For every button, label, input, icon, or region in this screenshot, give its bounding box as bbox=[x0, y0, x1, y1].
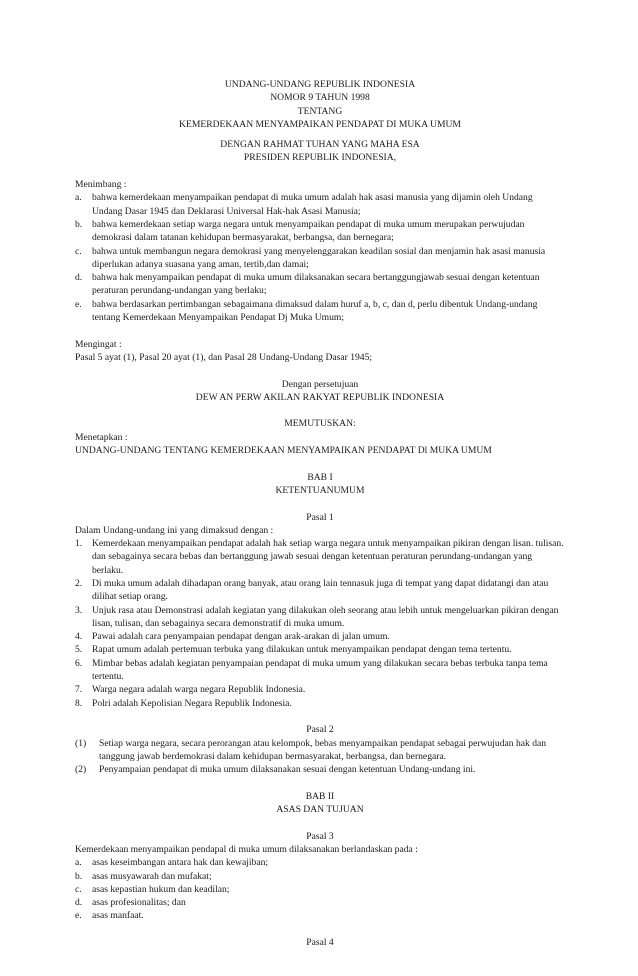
list-item-label: 2. bbox=[75, 577, 83, 589]
list-item-text: bahwa kemerdekaan menyampaikan pendapat di muka umum adalah hak asasi manusia yang dijamin oleh Undang Undang Dasar 1945 dan Deklarasi Universal Hak-hak Asasi Manusia; bbox=[92, 192, 533, 217]
list-item bbox=[75, 298, 565, 325]
invocation: DENGAN RAHMAT TUHAN YANG MAHA ESA bbox=[220, 139, 420, 151]
list-item-label: 5. bbox=[75, 644, 83, 656]
list-item-label: c. bbox=[75, 245, 82, 257]
menimbang-title: Menimbang : bbox=[75, 179, 127, 191]
list-item-label: (2) bbox=[75, 764, 87, 776]
list-item-label: 1. bbox=[75, 538, 83, 550]
list-item-label: b. bbox=[75, 870, 83, 882]
list-item-text: bahwa untuk membangun negara demokrasi yang menyelenggarakan keadilan sosial dan menjamin hak asasi manusia diperlukan adanya suasana yang aman, tertib,dan damai; bbox=[92, 245, 546, 270]
law-tentang: TENTANG bbox=[297, 105, 343, 117]
list-item-text: asas kepastian hukum dan keadilan; bbox=[92, 883, 230, 895]
list-item bbox=[75, 896, 565, 909]
list-item-label: 7. bbox=[75, 684, 83, 696]
chapter-subtitle: KETENTUANUMUM bbox=[275, 484, 365, 496]
list-item-text: Di muka umum adalah dihadapan orang banyak, atau orang lain tennasuk juga di tempat yang dapat didatangi dan atau dilihat setiap orang. bbox=[92, 577, 549, 603]
list-item-label: (1) bbox=[75, 737, 87, 749]
list-item-label: 6. bbox=[75, 657, 83, 669]
article-title: Pasal 1 bbox=[306, 511, 334, 523]
list-item-text: bahwa hak menyampaikan pendapat di muka umum dilaksanakan secara bertanggungjawab sesuai dengan ketentuan peraturan perundang-undangan yang berlaku; bbox=[92, 272, 540, 297]
menetapkan-text: UNDANG-UNDANG TENTANG KEMERDEKAAN MENYAMPAIKAN PENDAPAT Dl MUKA UMUM bbox=[75, 445, 492, 457]
list-item-text: asas profesionalitas; dan bbox=[92, 897, 186, 909]
law-number: NOMOR 9 TAHUN 1998 bbox=[270, 92, 370, 104]
list-item-label: d. bbox=[75, 272, 83, 284]
list-item-text: Kemerdekaan menyampaikan pendapat adalah hak setiap warga negara untuk menyampaikan pikiran dengan lisan. tulisan. dan sebagainya secara bebas dan bertanggung jawab sesuai dengan ketentuan peraturan perundang-undangan yang berlaku. bbox=[92, 538, 564, 576]
chapter-subtitle: ASAS DAN TUJUAN bbox=[276, 804, 364, 816]
list-item bbox=[75, 856, 565, 869]
list-item-text: bahwa berdasarkan pertimbangan sebagaimana dimaksud dalam huruf a, b, c, dan d, perlu dibentuk Undang-undang tentang Kemerdekaan Menyampaikan Pendapat Dj Muka Umum; bbox=[92, 298, 538, 324]
list-item bbox=[75, 577, 565, 604]
list-item bbox=[75, 271, 565, 298]
list-item-label: b. bbox=[75, 218, 83, 230]
list-item-label: e. bbox=[75, 298, 82, 310]
mengingat-title: Mengingat : bbox=[75, 338, 122, 350]
list-item-label: a. bbox=[75, 192, 82, 204]
list-item bbox=[75, 909, 565, 922]
list-item bbox=[75, 643, 565, 656]
list-item bbox=[75, 245, 565, 272]
list-item bbox=[75, 191, 565, 218]
president-line: PRESIDEN REPUBLIK INDONESIA, bbox=[243, 152, 397, 164]
list-item bbox=[75, 218, 565, 245]
list-item bbox=[75, 683, 565, 696]
mengingat-text: Pasal 5 ayat (1), Pasal 20 ayat (1), dan Pasal 28 Undang-Undang Dasar 1945; bbox=[75, 351, 373, 363]
list-item-label: e. bbox=[75, 910, 82, 922]
list-item bbox=[75, 537, 565, 577]
list-item-text: asas manfaat. bbox=[92, 910, 144, 922]
dpr-line: DEW AN PERW AKILAN RAKYAT REPUBLIK INDONESIA bbox=[195, 391, 445, 403]
list-item-label: c. bbox=[75, 883, 82, 895]
list-item bbox=[75, 697, 565, 710]
memutuskan-heading: MEMUTUSKAN: bbox=[284, 418, 356, 430]
list-item-text: Unjuk rasa atau Demonstrasi adalah kegiatan yang dilakukan oleh seorang atau lebih untuk mengeluarkan pikiran dengan lisan, tulisan, dan sebagainya secara demonstratif di muka umum. bbox=[92, 604, 559, 629]
chapter-title: BAB II bbox=[305, 790, 335, 802]
document-page bbox=[75, 78, 565, 949]
list-item bbox=[75, 870, 565, 883]
list-item-text: Penyampaian pendapat di muka umum dilaksanakan sesuai dengan ketentuan Undang-undang ini. bbox=[99, 764, 476, 776]
list-item-label: 8. bbox=[75, 697, 83, 709]
list-item-text: Pawai adalah cara penyampaian pendapat dengan arak-arakan di jalan umum. bbox=[92, 631, 390, 643]
list-item-text: asas keseimbangan antara hak dan kewajiban; bbox=[92, 857, 269, 869]
list-item-text: Warga negara adalah warga negara Republik Indonesia. bbox=[92, 684, 306, 696]
article-intro: Kemerdekaan menyampaikan pendapal di muka umum dilaksanakan berlandaskan pada : bbox=[75, 843, 418, 855]
menetapkan-title: Menetapkan : bbox=[75, 431, 128, 443]
list-item-text: Rapat umum adalah pertemuan terbuka yang dilakukan untuk menyampaikan pendapat dengan tema tertentu. bbox=[92, 644, 512, 656]
persetujuan-line: Dengan persetujuan bbox=[281, 378, 359, 390]
article-title: Pasal 4 bbox=[306, 937, 334, 948]
law-title: UNDANG-UNDANG REPUBLIK INDONESIA bbox=[224, 79, 416, 90]
list-item-text: Setiap warga negara, secara perorangan atau kelompok, bebas menyampaikan pendapat sebagai perwujudan hak dan tanggung jawab berdemokrasi dalam kehidupan bermasyarakat, berbangsa, dan bernegara. bbox=[99, 737, 547, 762]
list-item bbox=[75, 737, 565, 764]
list-item-label: d. bbox=[75, 897, 83, 909]
list-item bbox=[75, 657, 565, 684]
list-item bbox=[75, 604, 565, 631]
list-item-text: Polri adalah Kepolisian Negara Republik Indonesia. bbox=[92, 697, 292, 709]
list-item-text: Mimbar bebas adalah kegiatan penyampaian pendapat di muka umum yang dilakukan secara bebas terbuka tanpa tema tertentu. bbox=[92, 657, 548, 683]
list-item-label: 4. bbox=[75, 631, 83, 643]
article-title: Pasal 3 bbox=[306, 830, 334, 842]
list-item-label: 3. bbox=[75, 604, 83, 616]
list-item bbox=[75, 630, 565, 643]
article-intro: Dalam Undang-undang ini yang dimaksud dengan : bbox=[75, 524, 274, 536]
list-item bbox=[75, 883, 565, 896]
article-title: Pasal 2 bbox=[306, 724, 334, 736]
chapter-title: BAB I bbox=[307, 471, 333, 483]
list-item-text: bahwa kemerdekaan setiap warga negara untuk menyampaikan pendapat di muka umum merupakan perwujudan demokrasi dalam tatanan kehidupan bermasyarakat, berbangsa, dan bernegara; bbox=[92, 218, 525, 244]
list-item-label: a. bbox=[75, 857, 82, 869]
law-subject: KEMERDEKAAN MENYAMPAIKAN PENDAPAT DI MUKA UMUM bbox=[179, 118, 461, 130]
list-item bbox=[75, 763, 565, 776]
list-item-text: asas musyawarah dan mufakat; bbox=[92, 870, 212, 882]
